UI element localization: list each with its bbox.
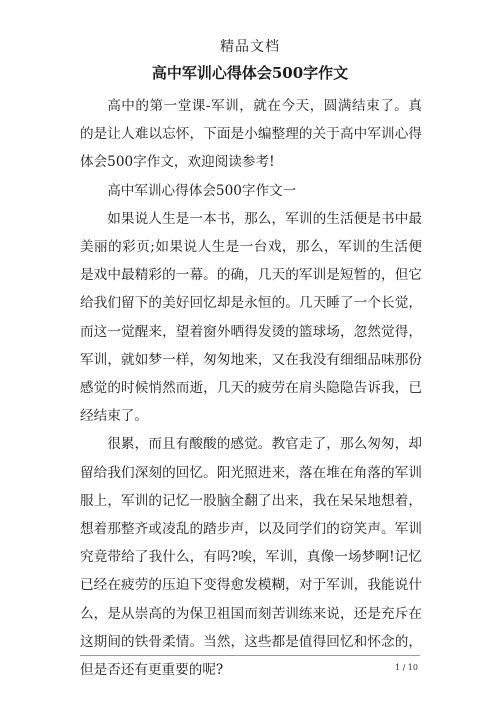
section-heading: 高中军训心得体会500字作文一 (107, 182, 297, 199)
document-body (80, 92, 422, 684)
body-paragraph-2: 很累，而且有酸酸的感觉。教官走了，那么匆匆，却留给我们深刻的回忆。阳光照进来，落在堆在角落的军训服上，军训的记忆一股脑全翻了出来，我在呆呆地想着，想着那整齐或凌乱的踏步声，以及同学们的窃笑声。军训究竟带给了我什么，有吗?唉，军训，真像一场梦啊!记忆已经在疲劳的压迫下变得愈发模糊，对于军训，我能说什么，是从崇高的为保卫祖国而刻苦训练来说，还是充斥在这期间的铁骨柔情。当然，这些都是值得回忆和怀念的，但是否还有更重要的呢? (80, 436, 422, 679)
page-header: 精品文档 (220, 39, 280, 55)
page-footer (0, 655, 500, 672)
footer-divider (80, 655, 420, 656)
intro-paragraph: 高中的第一堂课-军训，就在今天，圆满结束了。真的是让人难以忘怀，下面是小编整理的关于高中军训心得体会500字作文，欢迎阅读参考! (80, 98, 422, 171)
body-paragraph-1: 如果说人生是一本书，那么，军训的生活便是书中最美丽的彩页;如果说人生是一台戏，那么，军训的生活便是戏中最精彩的一幕。的确，几天的军训是短暂的，但它给我们留下的美好回忆却是永恒的。几天睡了一个长觉，而这一觉醒来，望着窗外晒得发烫的篮球场，忽然觉得，军训，就如梦一样，匆匆地来，又在我没有细细品味那份感觉的时候悄然而逝，几天的疲劳在肩头隐隐告诉我，已经结束了。 (80, 210, 422, 425)
page-number: 1 / 10 (394, 663, 418, 672)
document-title: 高中军训心得体会500字作文 (151, 64, 349, 82)
